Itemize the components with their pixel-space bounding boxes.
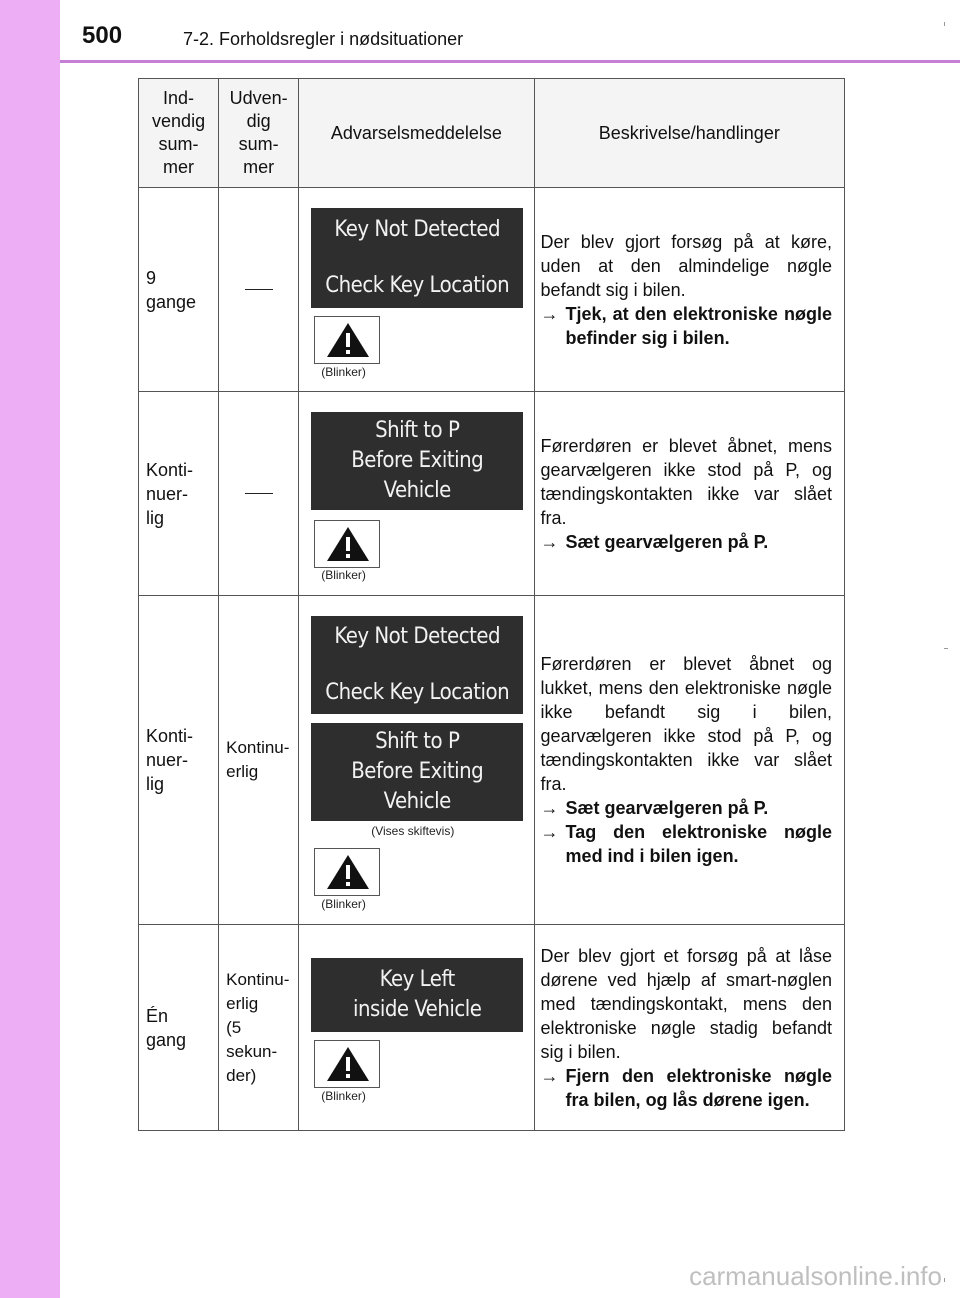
description-cell bbox=[534, 392, 844, 596]
icon-caption: (Blinker) bbox=[321, 897, 366, 911]
left-margin-band bbox=[0, 0, 60, 1298]
message-cell bbox=[299, 596, 534, 925]
table-row bbox=[139, 188, 845, 392]
description-text: Førerdøren er blevet åbnet, mens gearvælgeren ikke stod på P, og tændingskontakten ikke var slået fra. bbox=[540, 435, 832, 528]
description-cell bbox=[534, 925, 844, 1131]
header-message: Advarselsmeddelelse bbox=[299, 79, 534, 188]
warning-message-display bbox=[311, 723, 523, 821]
message-line: Key Not Detected bbox=[334, 217, 501, 242]
description-cell bbox=[534, 188, 844, 392]
message-line: Key Left bbox=[379, 967, 455, 992]
description-text: Førerdøren er blevet åbnet og lukket, mens den elektroniske nøgle ikke befandt sig i bilen, gearvælgeren ikke stod på P, og tændingskontakten ikke var slået fra. bbox=[540, 654, 832, 794]
crop-mark bbox=[944, 22, 945, 26]
message-line: Before Exiting bbox=[351, 759, 484, 784]
warning-message-display bbox=[311, 412, 523, 510]
crop-mark bbox=[944, 648, 948, 649]
warning-message-display bbox=[311, 208, 523, 308]
table-row bbox=[139, 925, 845, 1131]
message-line: Vehicle bbox=[383, 478, 451, 503]
crop-mark bbox=[944, 1278, 945, 1282]
icon-caption: (Blinker) bbox=[321, 1089, 366, 1103]
warning-message-display bbox=[311, 616, 523, 714]
message-cell bbox=[299, 925, 534, 1131]
description-text: Der blev gjort forsøg på at køre, uden at den almindelige nøgle befandt sig i bilen. bbox=[540, 231, 832, 300]
indvendig-cell: 9 gange bbox=[139, 188, 219, 392]
table-row bbox=[139, 392, 845, 596]
message-line: Check Key Location bbox=[325, 680, 510, 705]
header-udvendig: Udven- dig sum- mer bbox=[219, 79, 299, 188]
warning-message-display bbox=[311, 958, 523, 1032]
action-item: → Fjern den elektroniske nøgle fra bilen, og lås dørene igen. bbox=[540, 1065, 832, 1110]
description-text: Der blev gjort et forsøg på at låse dørene ved hjælp af smart-nøglen med tændingskontakt, mens den elektroniske nøgle stadig befandt sig i bilen. bbox=[540, 945, 832, 1062]
header-rule bbox=[60, 60, 960, 63]
action-item: → Sæt gearvælgeren på P. bbox=[540, 531, 769, 552]
action-item: → Tjek, at den elektroniske nøgle befinder sig i bilen. bbox=[540, 303, 832, 348]
page-number: 500 bbox=[82, 22, 123, 49]
alternating-caption: (Vises skiftevis) bbox=[371, 824, 455, 838]
section-title: 7-2. Forholdsregler i nødsituationer bbox=[183, 29, 464, 49]
indvendig-cell: Konti- nuer- lig bbox=[139, 392, 219, 596]
warning-icon bbox=[314, 1040, 380, 1088]
message-line: Shift to P bbox=[375, 418, 460, 443]
watermark: carmanualsonline.info bbox=[689, 1261, 942, 1291]
action-item: → Tag den elektroniske nøgle med ind i bilen igen. bbox=[540, 822, 832, 866]
warning-icon bbox=[314, 520, 380, 568]
dash-mark bbox=[245, 289, 273, 290]
message-line: Shift to P bbox=[375, 729, 460, 754]
udvendig-cell bbox=[219, 188, 299, 392]
header-description: Beskrivelse/handlinger bbox=[534, 79, 844, 188]
message-line: inside Vehicle bbox=[352, 997, 482, 1022]
indvendig-cell: Konti- nuer- lig bbox=[139, 596, 219, 925]
indvendig-cell: Én gang bbox=[139, 925, 219, 1131]
udvendig-cell: Kontinu- erlig (5 sekun- der) bbox=[219, 925, 299, 1131]
warning-icon bbox=[314, 316, 380, 364]
message-line: Before Exiting bbox=[351, 448, 484, 473]
message-line: Check Key Location bbox=[325, 273, 510, 298]
action-item: → Sæt gearvælgeren på P. bbox=[540, 798, 769, 818]
message-line: Key Not Detected bbox=[334, 624, 501, 649]
udvendig-cell: Kontinu- erlig bbox=[219, 596, 299, 925]
udvendig-cell bbox=[219, 392, 299, 596]
warning-icon bbox=[314, 848, 380, 896]
header-indvendig: Ind- vendig sum- mer bbox=[139, 79, 219, 188]
table-row bbox=[139, 596, 845, 925]
table-header-row bbox=[139, 79, 845, 188]
description-cell bbox=[534, 596, 844, 925]
message-cell bbox=[299, 392, 534, 596]
dash-mark bbox=[245, 493, 273, 494]
message-cell bbox=[299, 188, 534, 392]
icon-caption: (Blinker) bbox=[321, 365, 366, 379]
icon-caption: (Blinker) bbox=[321, 568, 366, 582]
message-line: Vehicle bbox=[383, 789, 451, 814]
warning-table bbox=[138, 78, 845, 1131]
